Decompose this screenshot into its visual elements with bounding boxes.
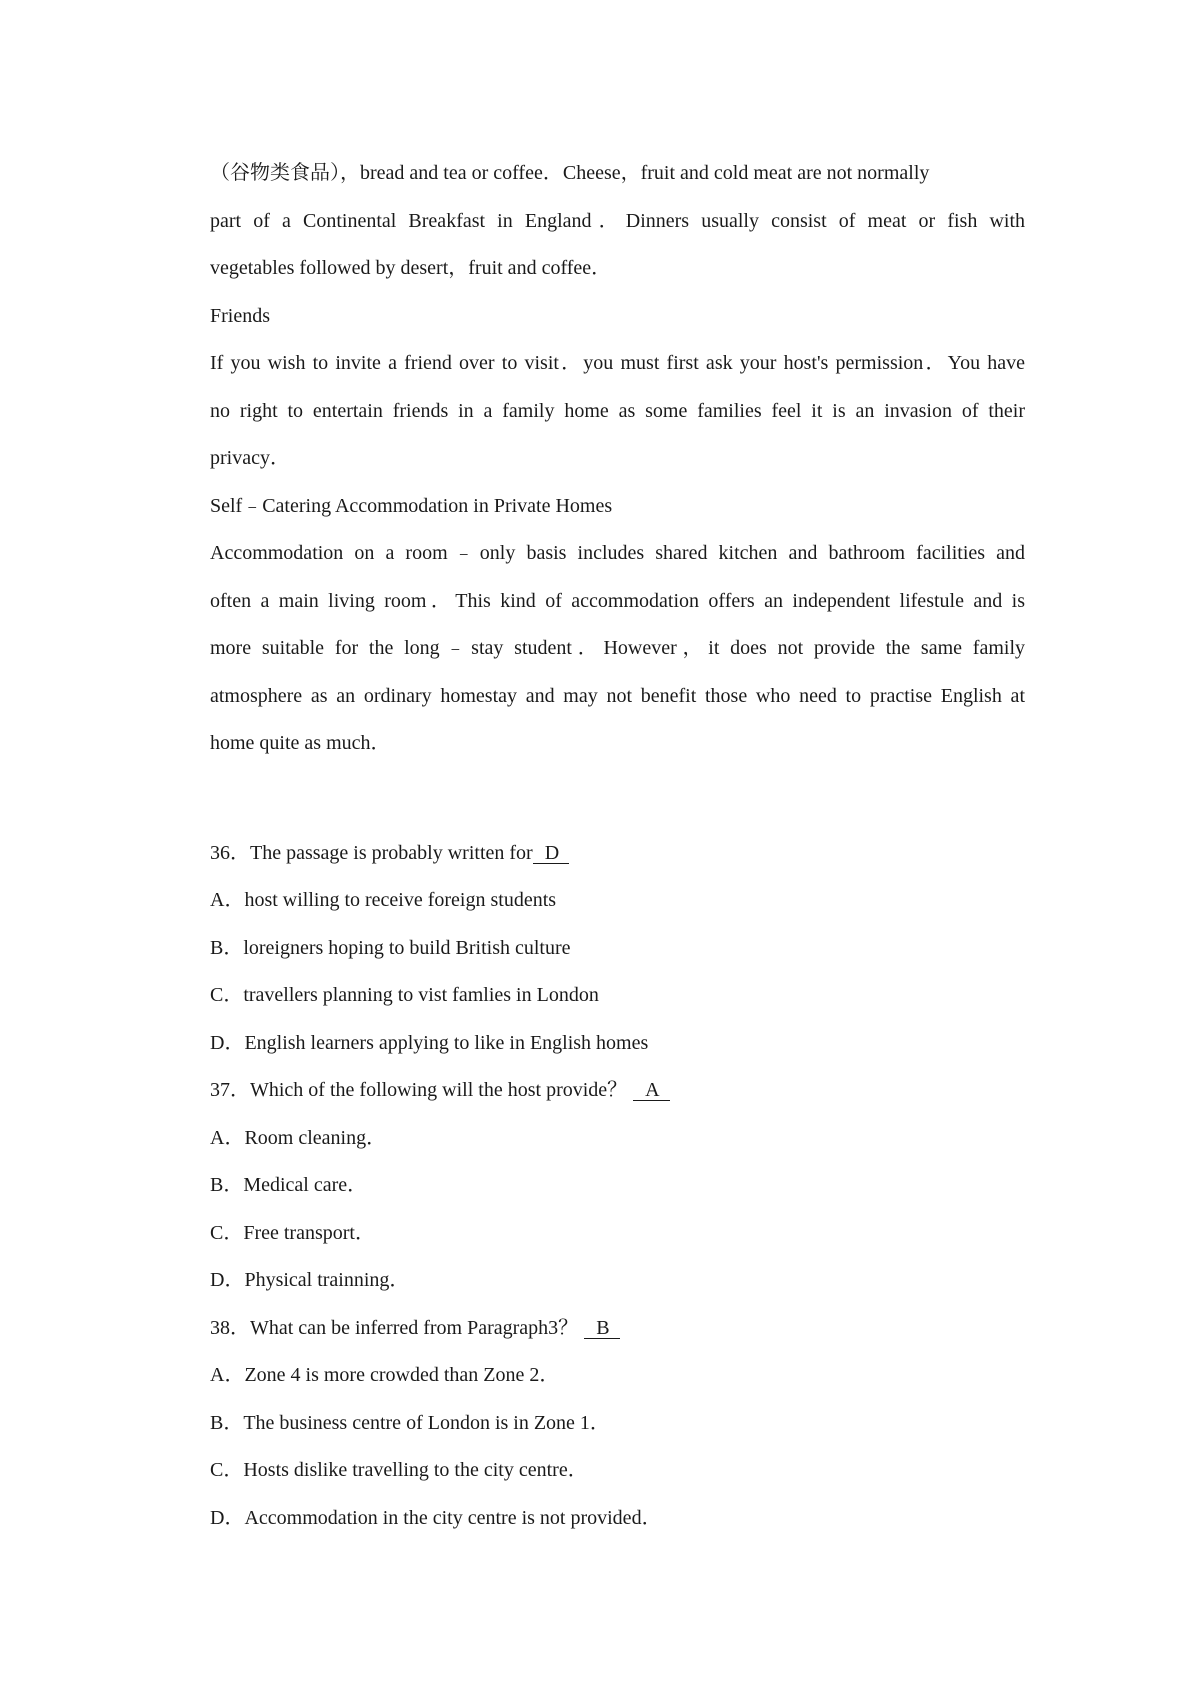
section-heading-friends: Friends (210, 304, 270, 327)
answer-blank: A (633, 1080, 669, 1101)
option-c: C．Hosts dislike travelling to the city centre． (210, 1459, 588, 1481)
passage-line: （谷物类食品），bread and tea or coffee．Cheese，fruit and cold meat are not normally (210, 162, 930, 184)
section-heading-self-catering: Self﹣Catering Accommodation in Private Homes (210, 494, 613, 517)
answer-blank: D (533, 843, 569, 864)
option-b: B．Medical care． (210, 1174, 368, 1196)
option-b: B．loreigners hoping to build British culture (210, 936, 571, 959)
question-stem: 38．What can be inferred from Paragraph3？ (210, 1316, 579, 1339)
passage-line: vegetables followed by desert，fruit and coffee． (210, 257, 612, 279)
question-stem: 37．Which of the following will the host provide？ (210, 1079, 628, 1101)
option-a: A．Zone 4 is more crowded than Zone 2． (210, 1364, 560, 1386)
document-page (210, 150, 1025, 1542)
question-stem: 36．The passage is probably written for (210, 841, 533, 864)
option-c: C．Free transport． (210, 1221, 375, 1244)
passage-line: more suitable for the long﹣stay student．However，it does not provide the same family (210, 637, 1025, 659)
option-d: D．Accommodation in the city centre is not provided． (210, 1506, 662, 1529)
answer-blank: B (584, 1318, 619, 1339)
passage-line: part of a Continental Breakfast in England．Dinners usually consist of meat or fish with (210, 209, 1025, 232)
passage-line: no right to entertain friends in a family home as some families feel it is an invasion of their (210, 399, 1025, 422)
spacer (210, 768, 1025, 830)
question-38 (210, 1305, 1025, 1353)
option-d: D．Physical trainning． (210, 1269, 410, 1291)
passage-line: Accommodation on a room﹣only basis includes shared kitchen and bathroom facilities and (210, 542, 1025, 564)
question-37 (210, 1067, 1025, 1115)
passage-line: atmosphere as an ordinary homestay and may not benefit those who need to practise English at (210, 684, 1025, 707)
passage-line: privacy． (210, 447, 290, 469)
passage-line: If you wish to invite a friend over to visit．you must first ask your host's permission．You have (210, 352, 1025, 374)
question-36 (210, 830, 1025, 878)
option-a: A．host willing to receive foreign students (210, 889, 557, 911)
option-a: A．Room cleaning． (210, 1126, 387, 1149)
option-b: B．The business centre of London is in Zone 1． (210, 1411, 610, 1434)
passage-line: home quite as much． (210, 732, 391, 754)
option-c: C．travellers planning to vist famlies in London (210, 984, 599, 1006)
option-d: D．English learners applying to like in English homes (210, 1031, 649, 1054)
passage-line: often a main living room．This kind of accommodation offers an independent lifestule and is (210, 589, 1025, 612)
